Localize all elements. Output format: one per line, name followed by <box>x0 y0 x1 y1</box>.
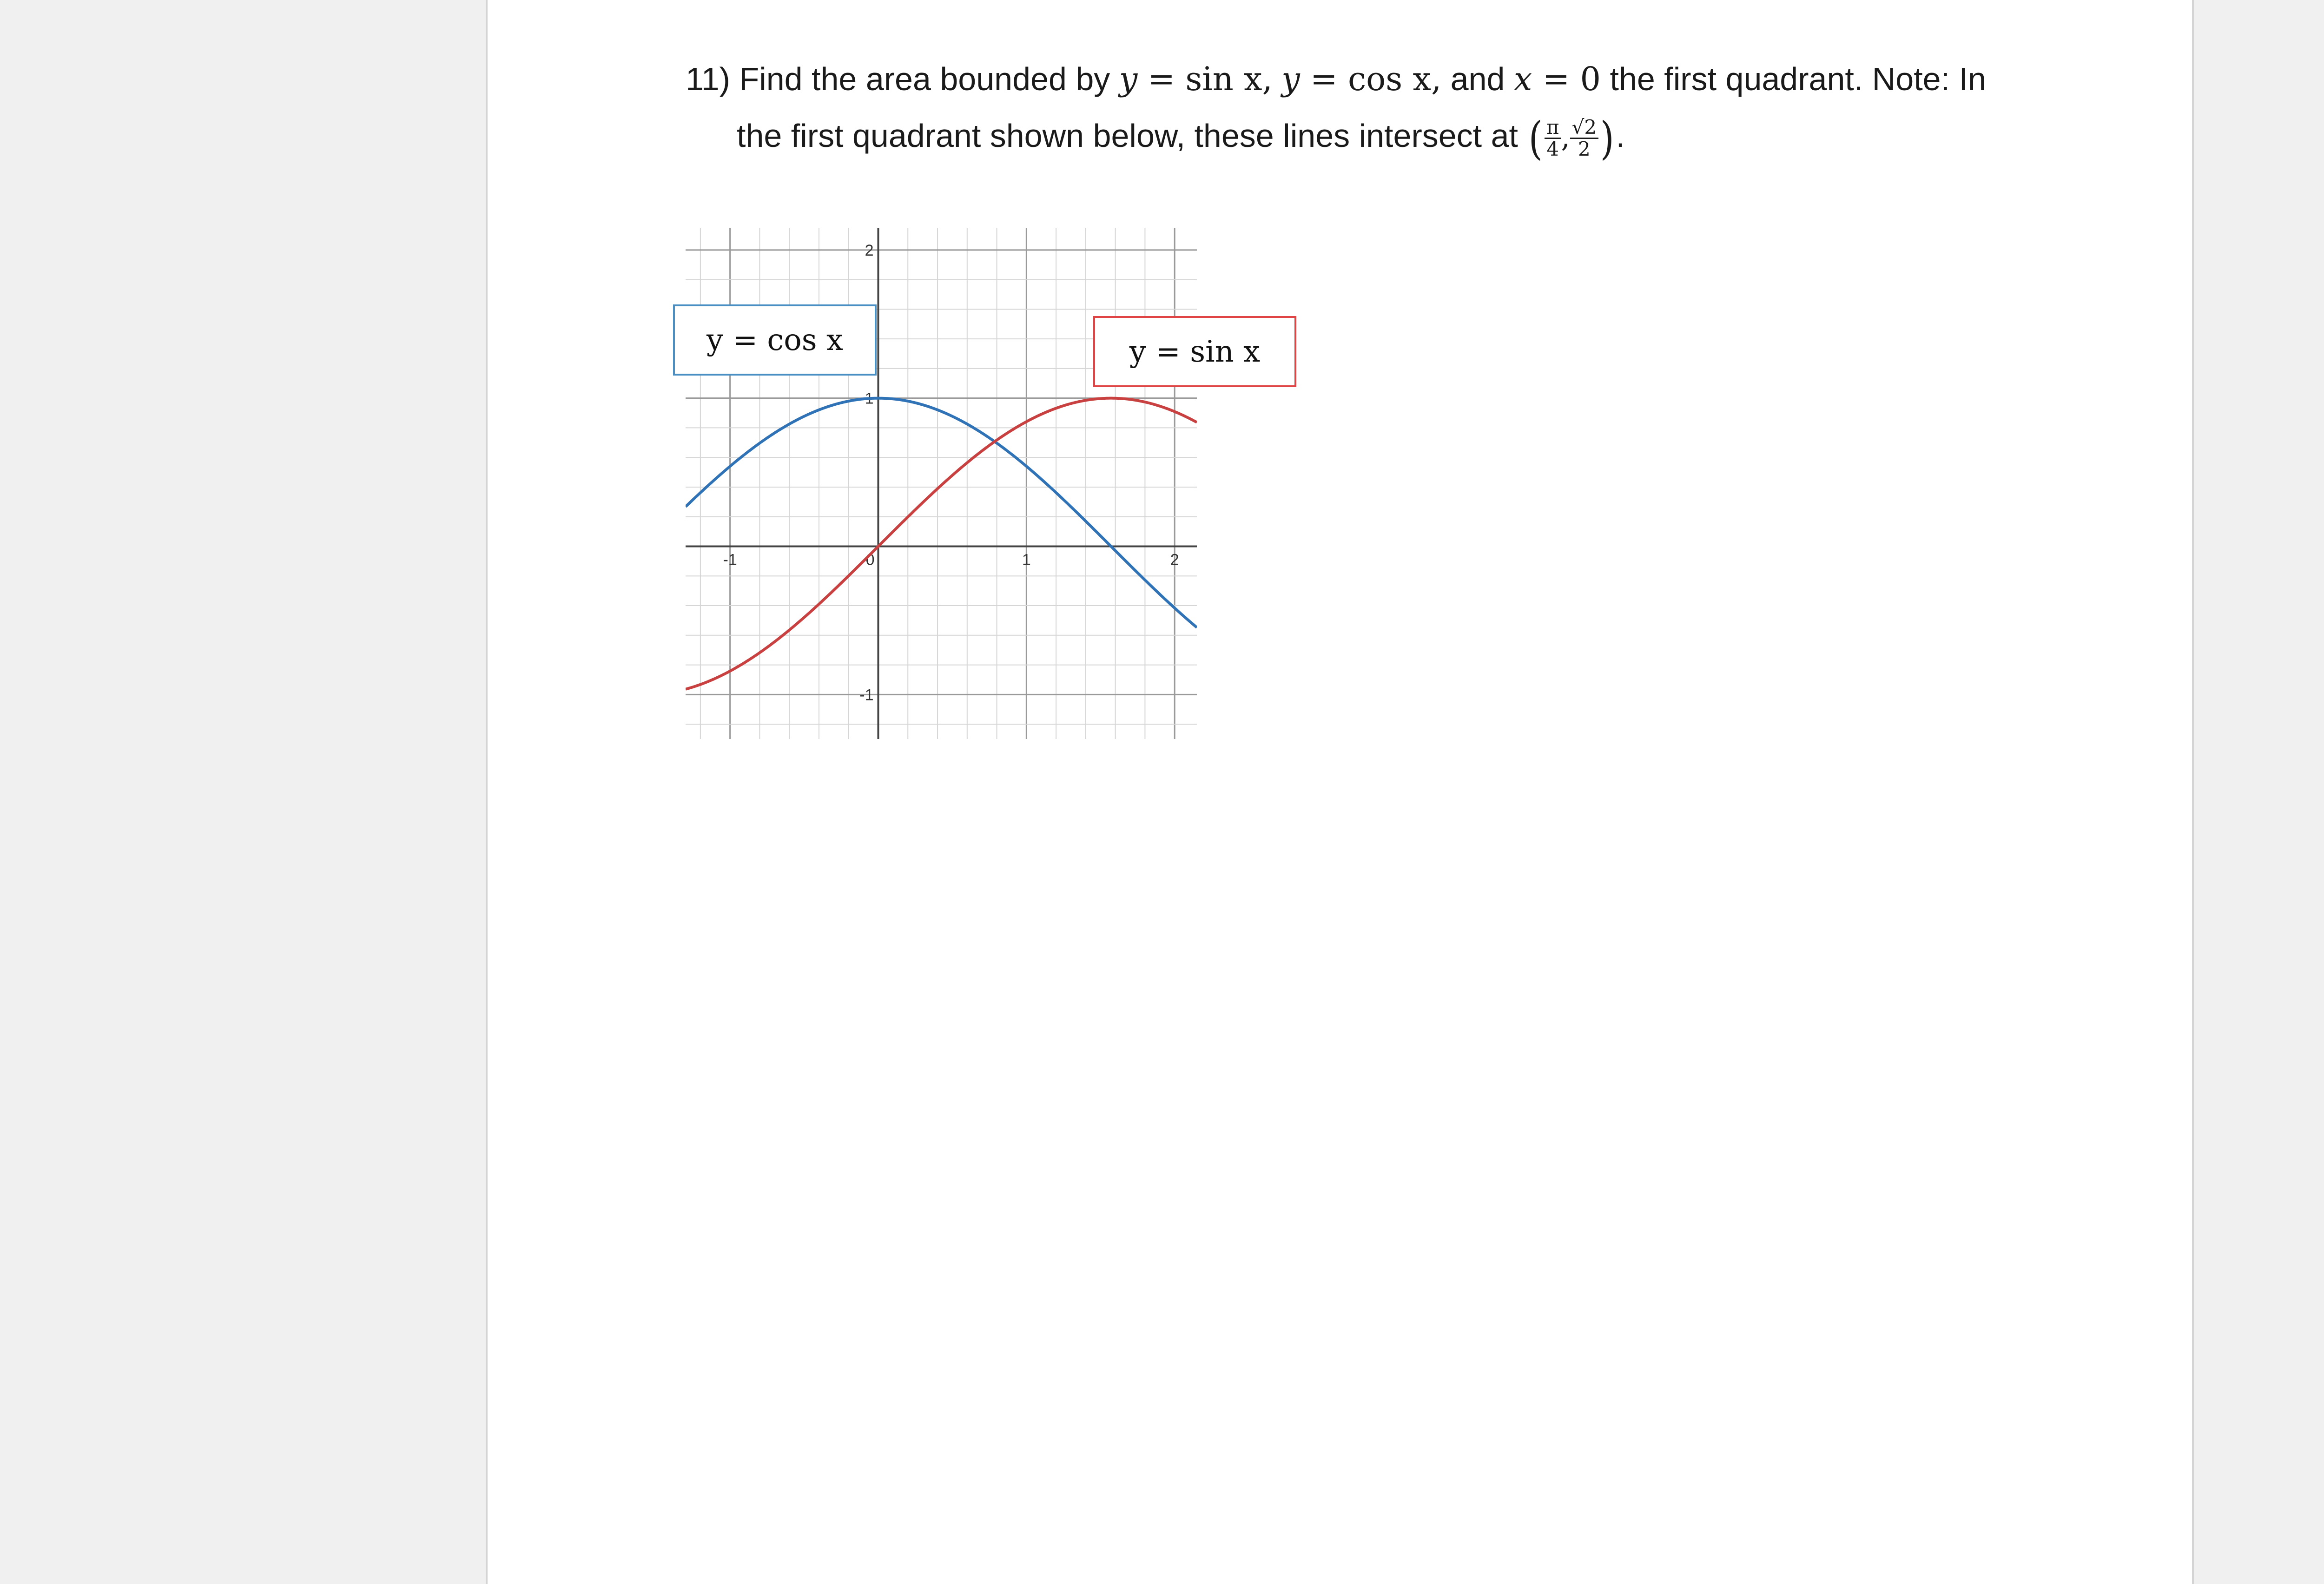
eq1-lhs: y <box>1119 60 1138 98</box>
question-line2-text: the first quadrant shown below, these lines intersect at <box>737 118 1518 154</box>
sin-label-text: y = sin x <box>1129 334 1261 369</box>
question-line-1: 11) Find the area bounded by y = sin x, y = cos x, and x = 0 the first quadrant. Note: In <box>686 60 1986 98</box>
eq3-lhs: x <box>1513 60 1532 98</box>
cos-label-text: y = cos x <box>706 323 844 357</box>
point-x-num: π <box>1545 117 1561 139</box>
point-y-den: 2 <box>1578 138 1591 161</box>
x-tick-label: 2 <box>1170 551 1179 569</box>
period: . <box>1616 118 1625 154</box>
y-tick-label: -1 <box>859 686 874 704</box>
cos-curve <box>686 398 1197 627</box>
eq2-rhs: cos x, <box>1347 60 1442 98</box>
eq2-lhs: y <box>1281 60 1300 98</box>
question-line-2: the first quadrant shown below, these lines intersect at ( $\frac{\pi}{4}$ , $\frac{√2}{2}$ ). <box>737 112 1625 165</box>
and-text: and <box>1450 61 1505 97</box>
y-tick-label: 1 <box>865 389 874 408</box>
point-y-fraction <box>1570 117 1598 159</box>
question-tail: the first quadrant. Note: In <box>1610 61 1986 97</box>
x-tick-label: -1 <box>723 551 737 569</box>
point-y-num: √2 <box>1570 117 1598 139</box>
x-tick-label: 1 <box>1022 551 1031 569</box>
origin-label: 0 <box>865 551 875 569</box>
y-tick-label: 2 <box>865 241 874 259</box>
eq3-rhs: 0 <box>1580 60 1601 98</box>
question-number: 11) <box>686 61 730 97</box>
question-intro: Find the area bounded by <box>739 61 1110 97</box>
eq1-rhs: sin x, <box>1185 60 1273 98</box>
point-x-fraction <box>1545 117 1561 159</box>
cos-curve-label <box>673 304 877 376</box>
sin-curve-label <box>1093 316 1296 387</box>
point-x-den: 4 <box>1546 138 1559 161</box>
